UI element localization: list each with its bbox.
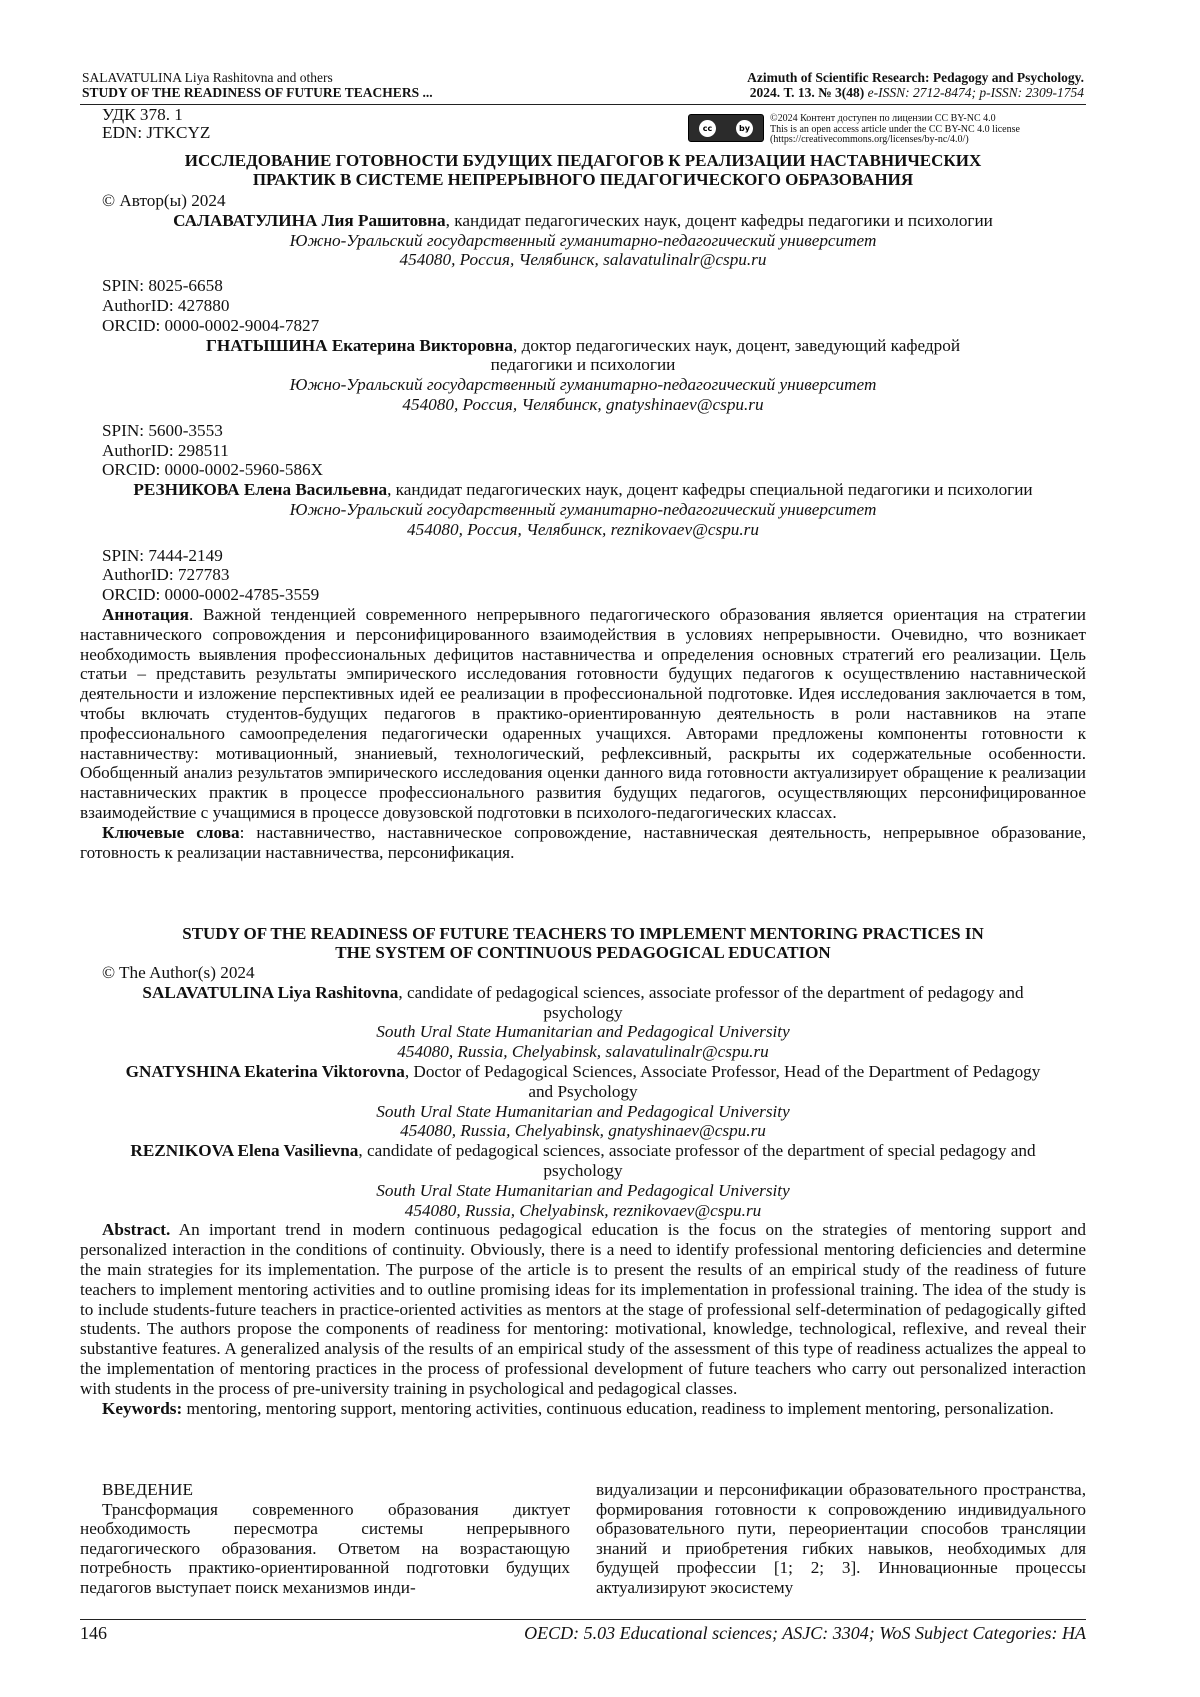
running-header-title: STUDY OF THE READINESS OF FUTURE TEACHERS ... [82,85,433,100]
license-text: ©2024 Контент доступен по лицензии CC BY-NC 4.0 This is an open access article under the CC BY-NC 4.0 license (https://creativecommons.org/licenses/by-nc/4.0/) [770,113,1020,145]
edn-code: EDN: JTKCYZ [102,123,211,142]
header-rule [80,104,1086,105]
by-logo-icon: by [736,120,753,137]
en-authors-block: © The Author(s) 2024 SALAVATULINA Liya Rashitovna, candidate of pedagogical sciences, associate professor of the department of pedagogy and psychology South Ural State Humanitarian and Pedagogical University 454080, Russia, Chelyabinsk, salavatulinalr@cspu.ru GNATYSHINA Ekaterina Viktorovna, Doctor of Pedagogical Sciences, Associate Professor, Head of the Department of Pedagogy and Psychology South Ural State Humanitarian and Pedagogical University 454080, Russia, Chelyabinsk, gnatyshinaev@cspu.ru REZNIKOVA Elena Vasilievna, candidate of pedagogical sciences, associate professor of the department of special pedagogy and psychology South Ural State Humanitarian and Pedagogical University 454080, Russia, Chelyabinsk, reznikovaev@cspu.ru Abstract. An important trend in modern continuous pedagogical education is the focus on the strategies of mentoring support and personalized interaction in the conditions of continuity. Obviously, there is a need to identify professional mentoring deficiencies and determine the main strategies for its implementation. The purpose of the article is to present the results of an empirical study of the readiness of future teachers to implement mentoring activities and to outline promising ideas for its implementation in professional training. The idea of the study is to include students-future teachers in practice-oriented activities as mentors at the stage of professional self-determination of pedagogically gifted students. The authors propose the components of readiness for mentoring: motivational, knowledge, technological, reflexive, and reveal their substantive features. A generalized analysis of the results of an empirical study of the assessment of this type of readiness actualizes the appeal to the implementation of mentoring practices in the process of professional development of future teachers who carry out personalized interaction with students in the process of pre-university training in psychological and pedagogical classes. Keywords: mentoring, mentoring support, mentoring activities, continuous education, readiness to implement mentoring, personalization. [80,963,1086,1418]
intro-paragraph-right: видуализации и персонификации образовательного пространства, формирования готовности к сопровождению индивидуального образовательного пути, переориентации способов трансляции знаний и приобретения гибких навыков, необходимых для будущей профессии [1; 2; 3]. Инновационные процессы актуализируют экосистему [596,1480,1086,1597]
classification-line: OECD: 5.03 Educational sciences; ASJC: 3304; WoS Subject Categories: HA [524,1623,1086,1643]
en-copyright: © The Author(s) 2024 [102,963,255,982]
en-keywords: Keywords: mentoring, mentoring support, mentoring activities, continuous education, readiness to implement mentoring, personalization. [102,1398,1054,1418]
page-number: 146 [80,1623,107,1643]
intro-heading: ВВЕДЕНИЕ [102,1480,193,1499]
ru-author-2: ГНАТЫШИНА Екатерина Викторовна, доктор педагогических наук, доцент, заведующий кафедрой педагогики и психологии [205,335,961,375]
license-link[interactable]: (https://creativecommons.org/licenses/by-nc/4.0/) [770,134,969,145]
running-header-right [747,70,1084,100]
running-header-left [82,70,433,100]
ru-author-1: САЛАВАТУЛИНА Лия Рашитовна, кандидат педагогических наук, доцент кафедры педагогики и психологии [173,210,993,230]
journal-issue: 2024. Т. 13. № 3(48) e-ISSN: 2712-8474; p-ISSN: 2309-1754 [749,85,1084,100]
footer-rule [80,1619,1086,1620]
license-block [688,114,1020,146]
ru-keywords: Ключевые слова: наставничество, наставническое сопровождение, наставническая деятельность, непрерывное образование, готовность к реализации наставничества, персонификация. [80,822,1086,862]
running-header-authors: SALAVATULINA Liya Rashitovna and others [82,70,333,85]
en-author-3: REZNIKOVA Elena Vasilievna, candidate of pedagogical sciences, associate professor of the department of special pedagogy and psychology [130,1141,1036,1180]
article-meta [102,106,502,142]
cc-logo-icon: cc [699,120,716,137]
en-title: STUDY OF THE READINESS OF FUTURE TEACHERS TO IMPLEMENT MENTORING PRACTICES IN THE SYSTEM OF CONTINUOUS PEDAGOGICAL EDUCATION [182,924,984,962]
intro-column-left [80,1480,570,1598]
ru-abstract: Аннотация. Важной тенденцией современного непрерывного педагогического образования является ориентация на стратегии наставнического сопровождения и персонифицированного взаимодействия в условиях непрерывности. Очевидно, что возникает необходимость выявления профессиональных дефицитов наставничества и определения основных стратегий его реализации. Цель статьи – представить результаты эмпирического исследования готовности будущих педагогов к осуществлению наставнической деятельности и изложение перспективных идей ее реализации в профессиональной подготовке. Идея исследования заключается в том, чтобы включать студентов-будущих педагогов в практико-ориентированную деятельность в роли наставников на этапе профессионального самоопределения педагогически одаренных учащихся. Авторами предложены компоненты готовности к наставничеству: мотивационный, знаниевый, технологический, рефлексивный, раскрыты их содержательные особенности. Обобщенный анализ результатов эмпирического исследования оценки данного вида готовности актуализирует обращение к реализации наставнических практик в процессе профессионального развития будущих педагогов, осуществляющих персонифицированное взаимодействие с учащимися в процессе довузовской подготовки в психолого-педагогических классах. [80,604,1086,822]
en-author-2: GNATYSHINA Ekaterina Viktorovna, Doctor of Pedagogical Sciences, Associate Professor, Head of the Department of Pedagogy and Psychology [125,1061,1041,1101]
intro-paragraph-left: Трансформация современного образования диктует необходимость пересмотра системы непрерывного педагогического образования. Ответом на возрастающую потребность практико-ориентированной подготовки будущих педагогов выступает поиск механизмов инди- [80,1499,570,1597]
ru-copyright: © Автор(ы) 2024 [102,191,226,210]
en-abstract: Abstract. An important trend in modern continuous pedagogical education is the focus on the strategies of mentoring support and personalized interaction in the conditions of continuity. Obviously, there is a need to identify professional mentoring deficiencies and determine the main strategies for its implementation. The purpose of the article is to present the results of an empirical study of the readiness of future teachers to implement mentoring activities and to outline promising ideas for its implementation in professional training. The idea of the study is to include students-future teachers in practice-oriented activities as mentors at the stage of professional self-determination of pedagogically gifted students. The authors propose the components of readiness for mentoring: motivational, knowledge, technological, reflexive, and reveal their substantive features. A generalized analysis of the results of an empirical study of the assessment of this type of readiness actualizes the appeal to the implementation of mentoring practices in the process of professional development of future teachers who carry out personalized interaction with students in the process of pre-university training in psychological and pedagogical classes. [80,1220,1086,1398]
udk-code: УДК 378. 1 [102,105,183,124]
ru-author-3: РЕЗНИКОВА Елена Васильевна, кандидат педагогических наук, доцент кафедры специальной педагогики и психологии [133,480,1033,500]
en-author-1: SALAVATULINA Liya Rashitovna, candidate of pedagogical sciences, associate professor of the department of pedagogy and psychology [142,982,1024,1022]
intro-column-right [596,1480,1086,1598]
ru-title: ИССЛЕДОВАНИЕ ГОТОВНОСТИ БУДУЩИХ ПЕДАГОГОВ К РЕАЛИЗАЦИИ НАСТАВНИЧЕСКИХ ПРАКТИК В СИСТЕМЕ НЕПРЕРЫВНОГО ПЕДАГОГИЧЕСКОГО ОБРАЗОВАНИЯ [184,151,982,189]
cc-license-icon [688,114,764,142]
ru-authors-block: © Автор(ы) 2024 САЛАВАТУЛИНА Лия Рашитовна, кандидат педагогических наук, доцент кафедры педагогики и психологии Южно-Уральский государственный гуманитарно-педагогический университет 454080, Россия, Челябинск, salavatulinalr@cspu.ru SPIN: 8025-6658 AuthorID: 427880 ORCID: 0000-0002-9004-7827 ГНАТЫШИНА Екатерина Викторовна, доктор педагогических наук, доцент, заведующий кафедрой педагогики и психологии Южно-Уральский государственный гуманитарно-педагогический университет 454080, Россия, Челябинск, gnatyshinaev@cspu.ru SPIN: 5600-3553 AuthorID: 298511 ORCID: 0000-0002-5960-586X РЕЗНИКОВА Елена Васильевна, кандидат педагогических наук, доцент кафедры специальной педагогики и психологии Южно-Уральский государственный гуманитарно-педагогический университет 454080, Россия, Челябинск, reznikovaev@cspu.ru SPIN: 7444-2149 AuthorID: 727783 ORCID: 0000-0002-4785-3559 Аннотация. Важной тенденцией современного непрерывного педагогического образования является ориентация на стратегии наставнического сопровождения и персонифицированного взаимодействия в условиях непрерывности. Очевидно, что возникает необходимость выявления профессиональных дефицитов наставничества и определения основных стратегий его реализации. Цель статьи – представить результаты эмпирического исследования готовности будущих педагогов к осуществлению наставнической деятельности и изложение перспективных идей ее реализации в профессиональной подготовке. Идея исследования заключается в том, чтобы включать студентов-будущих педагогов в практико-ориентированную деятельность в роли наставников на этапе профессионального самоопределения педагогически одаренных учащихся. Авторами предложены компоненты готовности к наставничеству: мотивационный, знаниевый, технологический, рефлексивный, раскрыты их содержательные особенности. Обобщенный анализ результатов эмпирического исследования оценки данного вида готовности актуализирует обращение к реализации наставнических практик в процессе профессионального развития будущих педагогов, осуществляющих персонифицированное взаимодействие с учащимися в процессе довузовской подготовки в психолого-педагогических классах. Ключевые слова: наставничество, наставническое сопровождение, наставническая деятельность, непрерывное образование, готовность к реализации наставничества, персонификация. [80,191,1086,862]
journal-name: Azimuth of Scientific Research: Pedagogy and Psychology. [747,70,1084,85]
